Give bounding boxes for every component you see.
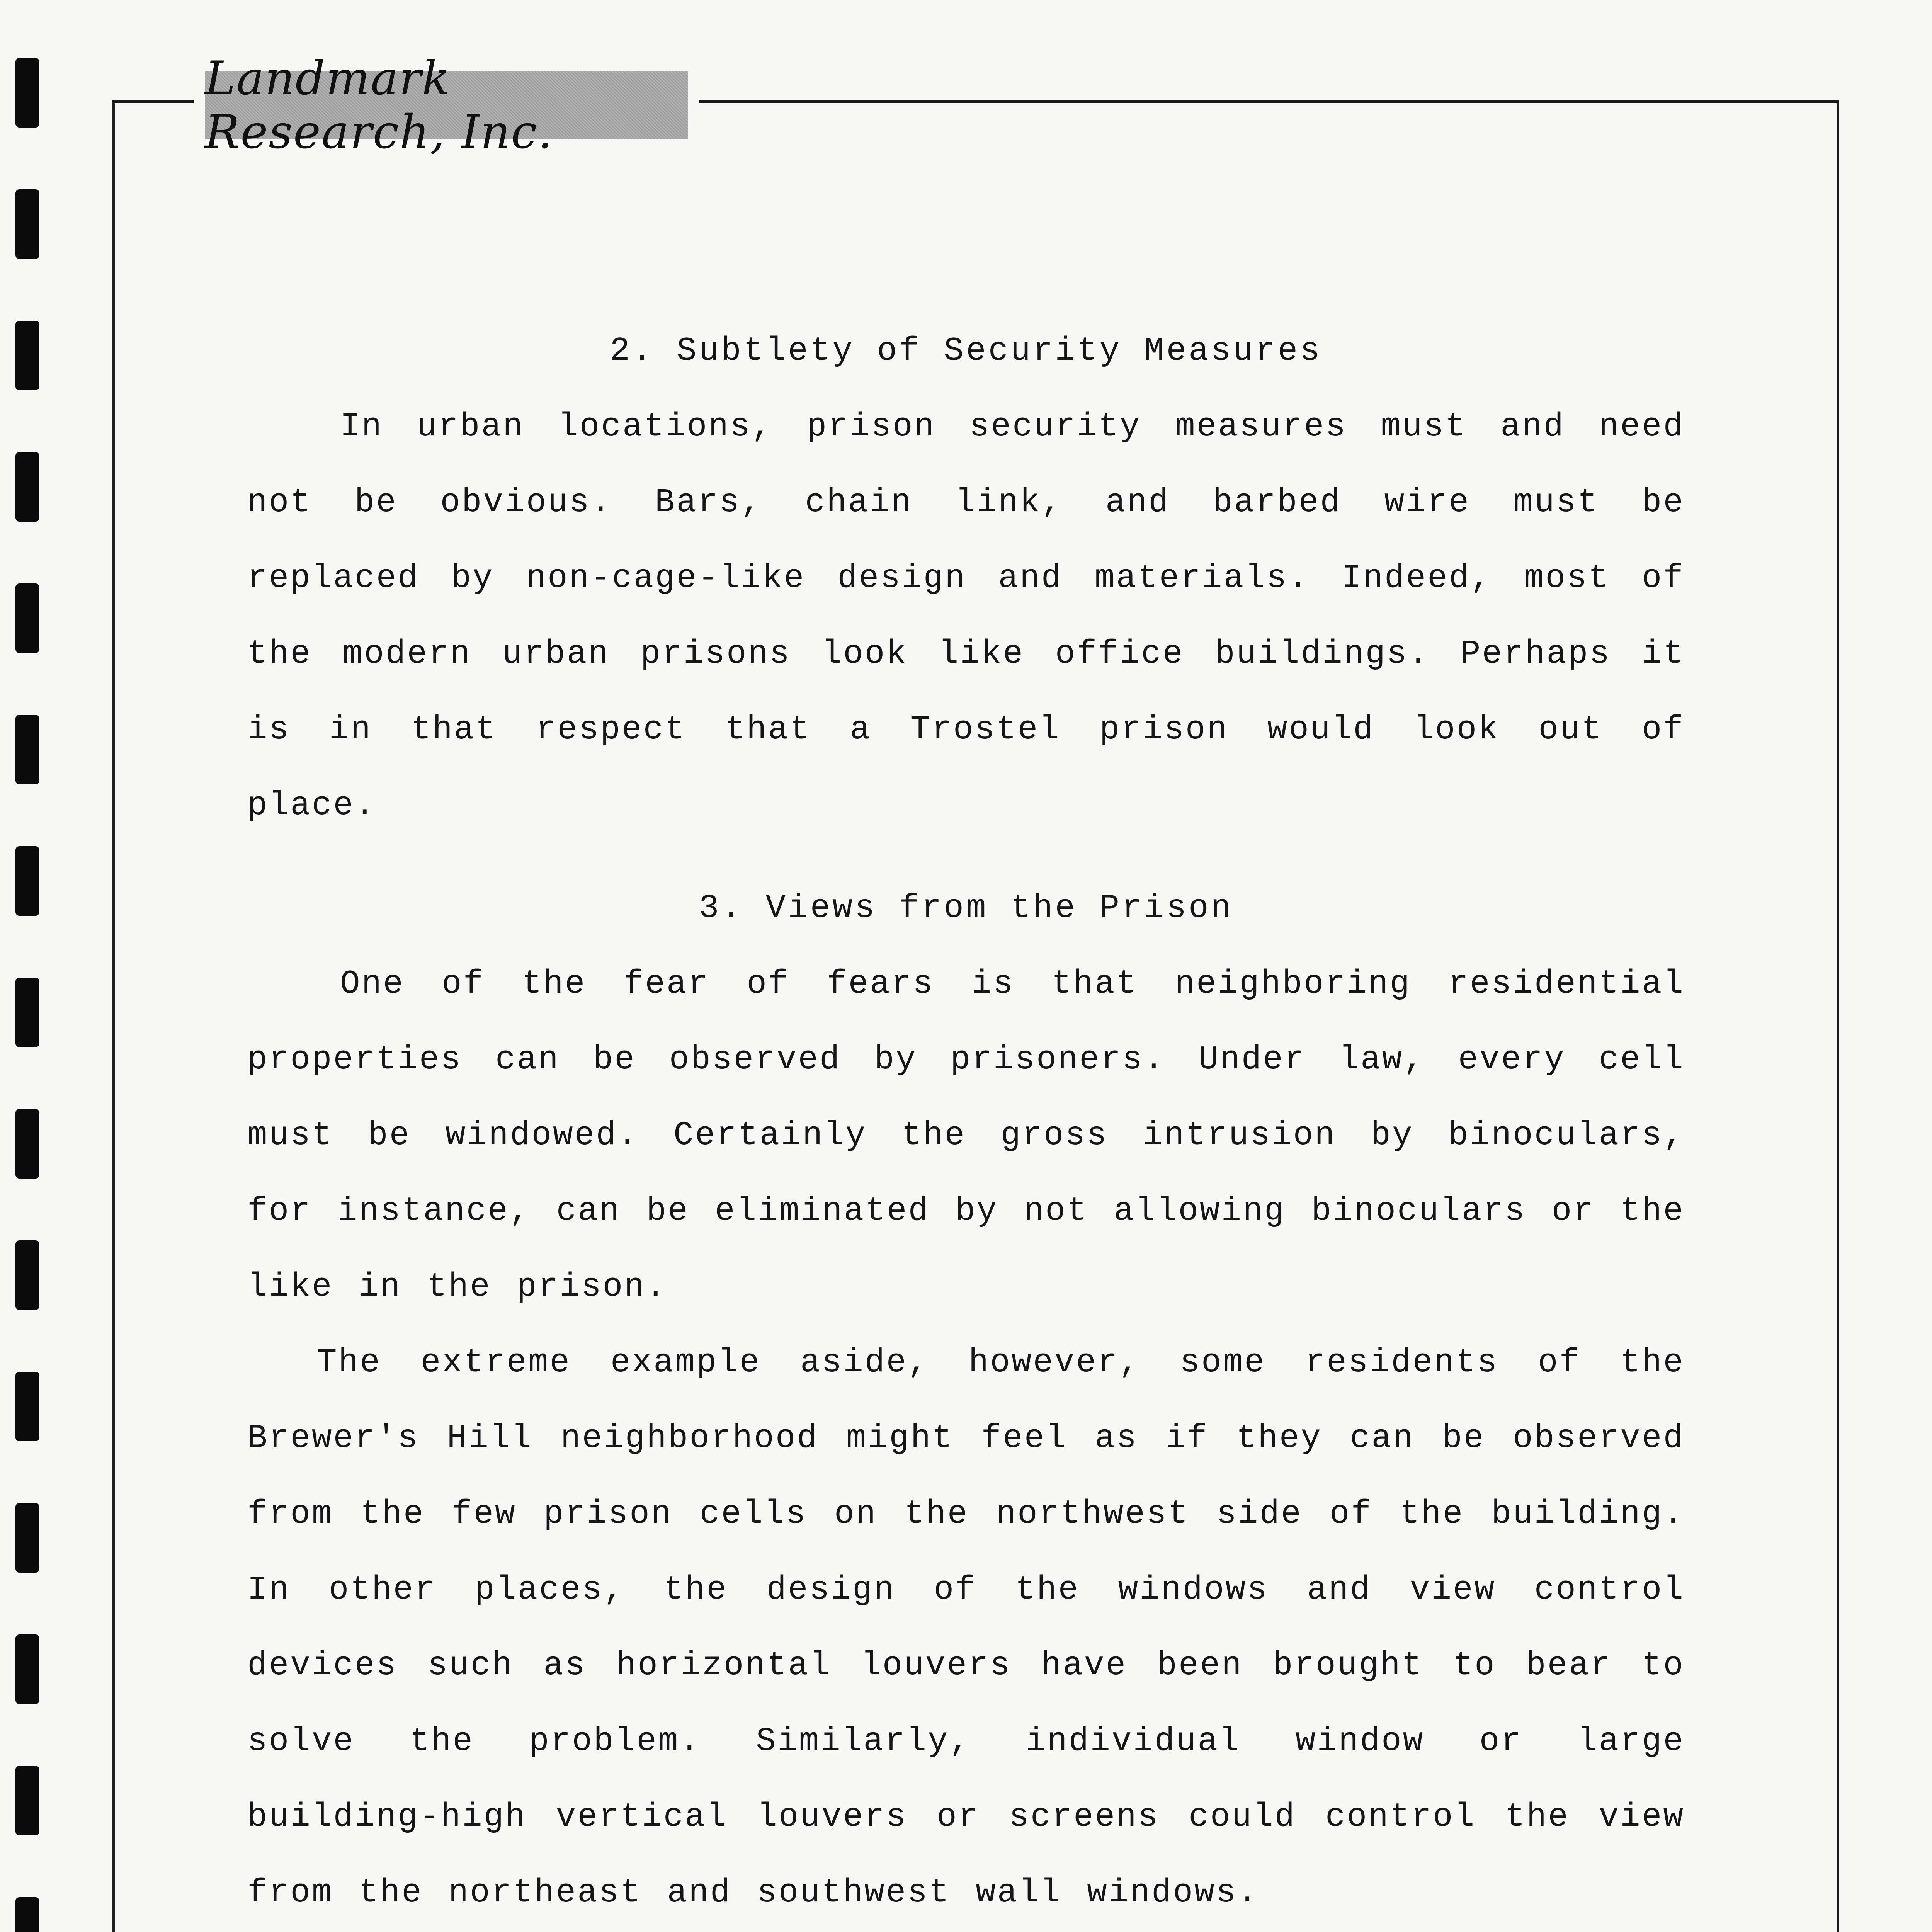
binder-hole [15,978,39,1047]
paragraph: The extreme example aside, however, some residents of the Brewer's Hill neighborhood might feel as if they can be observed from the few prison cells on the northwest side of the building. In other places, the design of the windows and view control devices such as horizontal louvers have been brought to bear to solve the problem. Similarly, individual window or large building-high vertical louvers or screens could control the view from the northeast and southwest wall windows. [247,1344,1685,1912]
binder-hole [15,715,39,784]
binder-hole [15,1634,39,1704]
section-heading: 2. Subtlety of Security Measures [610,332,1322,370]
section-heading: 3. Views from the Prison [699,889,1233,927]
binder-hole [15,846,39,916]
binder-hole [15,58,39,128]
binder-hole [15,1897,39,1932]
document-body [247,313,1685,1930]
binder-hole [15,1503,39,1573]
paragraph: One of the fear of fears is that neighboring residential properties can be observed by prisoners. Under law, every cell must be windowed. Certainly the gross intrusion by binoculars, for instance, can be eliminated by not allowing binoculars or the like in the prison. [247,965,1685,1306]
binder-hole [15,189,39,259]
binder-hole [15,1766,39,1835]
binder-hole [15,1109,39,1179]
binder-hole [15,321,39,390]
paragraph: In urban locations, prison security measures must and need not be obvious. Bars, chain link, and barbed wire must be replaced by non-cage-like design and materials. Indeed, most of the modern urban prisons look like office buildings. Perhaps it is in that respect that a Trostel prison would look out of place. [247,408,1685,824]
binder-hole [15,1372,39,1441]
binder-hole [15,1240,39,1310]
binder-hole [15,452,39,522]
company-logo [205,51,688,159]
logo-text: Landmark Research, Inc. [205,51,553,159]
binder-hole [15,583,39,653]
binder-holes [15,46,43,1932]
